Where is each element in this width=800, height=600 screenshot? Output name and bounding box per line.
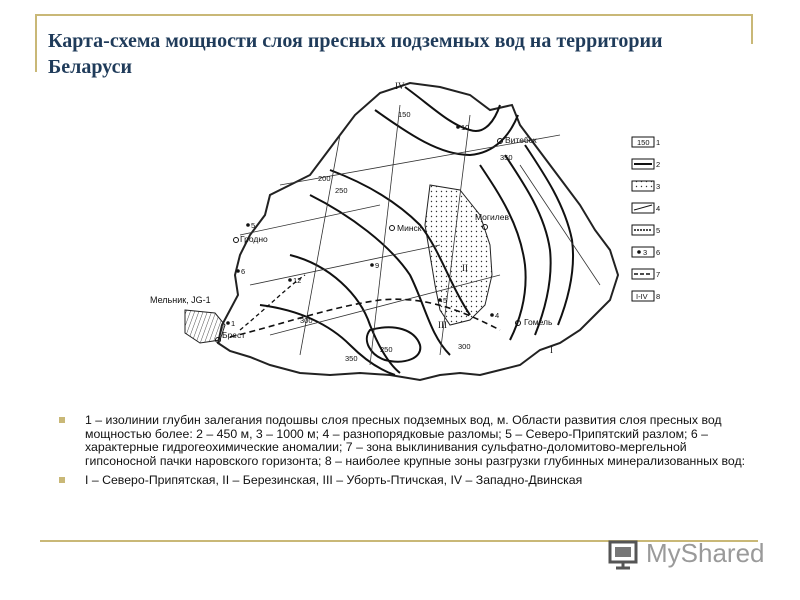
svg-text:10: 10: [461, 123, 470, 132]
svg-text:5: 5: [656, 226, 660, 235]
zone-label-4: IV: [395, 81, 405, 91]
svg-text:9: 9: [375, 261, 380, 270]
decor-left-line: [35, 14, 37, 72]
svg-text:3: 3: [656, 182, 660, 191]
svg-text:4: 4: [656, 204, 660, 213]
legend-item: 1 – изолинии глубин залегания подошвы слоя пресных подземных вод, м. Области развития слоя пресных вод мощностью более: 2 – 450 м, 3 – 1000 м; 4 – разнопорядковые разломы; 5 – Северо-Припятский разлом; 6 – характерные гидрогеохимические аномалии; 7 – зона выклинивания сульфатно-доломитово-мергельной гипсоносной пачки наровского горизонта; 8 – наиболее крупные зоны разгрузки глубинных минерализованных вод:: [55, 414, 755, 468]
svg-text:I-IV: I-IV: [636, 292, 648, 301]
svg-text:4: 4: [495, 311, 500, 320]
map-legend: [632, 137, 660, 301]
svg-text:250: 250: [335, 186, 348, 195]
zone-label-2: II: [462, 263, 468, 273]
svg-text:3: 3: [643, 248, 648, 257]
svg-text:150: 150: [637, 138, 650, 147]
svg-text:12: 12: [293, 276, 302, 285]
zone-label-1: I: [550, 345, 553, 355]
city-gomel: Гомель: [524, 317, 553, 327]
bullet-icon: [59, 417, 65, 423]
legend-item: I – Северо-Припятская, II – Березинская, III – Уборть-Птичская, IV – Западно-Двинская: [55, 474, 755, 488]
svg-text:250: 250: [380, 345, 393, 354]
decor-right-line: [751, 14, 753, 44]
svg-text:6: 6: [241, 267, 246, 276]
zone-label-3: III: [438, 320, 447, 330]
svg-text:5: 5: [443, 296, 448, 305]
city-melnik: Мельник, JG-1: [150, 295, 211, 305]
svg-text:7: 7: [656, 270, 660, 279]
svg-text:200: 200: [318, 174, 331, 183]
logo-text: MyShared: [646, 538, 765, 568]
svg-text:2: 2: [656, 160, 660, 169]
city-mogilev: Могилев: [475, 212, 509, 222]
city-grodno: Гродно: [240, 234, 268, 244]
svg-text:8: 8: [656, 292, 660, 301]
svg-text:5: 5: [251, 221, 256, 230]
city-brest: Брест: [222, 330, 246, 340]
city-minsk: Минск: [397, 223, 422, 233]
svg-text:6: 6: [656, 248, 660, 257]
svg-text:1: 1: [231, 319, 236, 328]
svg-text:1: 1: [656, 138, 660, 147]
decor-top-line: [35, 14, 753, 16]
svg-text:350: 350: [345, 354, 358, 363]
legend-list: [55, 414, 755, 494]
svg-text:300: 300: [458, 342, 471, 351]
city-vitebsk: Витебск: [505, 135, 537, 145]
svg-text:300: 300: [300, 316, 313, 325]
svg-text:150: 150: [398, 110, 411, 119]
svg-text:350: 350: [500, 153, 513, 162]
bullet-icon: [59, 477, 65, 483]
groundwater-map: [140, 75, 660, 405]
slide-title: Карта-схема мощности слоя пресных подземных вод на территории Беларуси: [48, 30, 663, 78]
